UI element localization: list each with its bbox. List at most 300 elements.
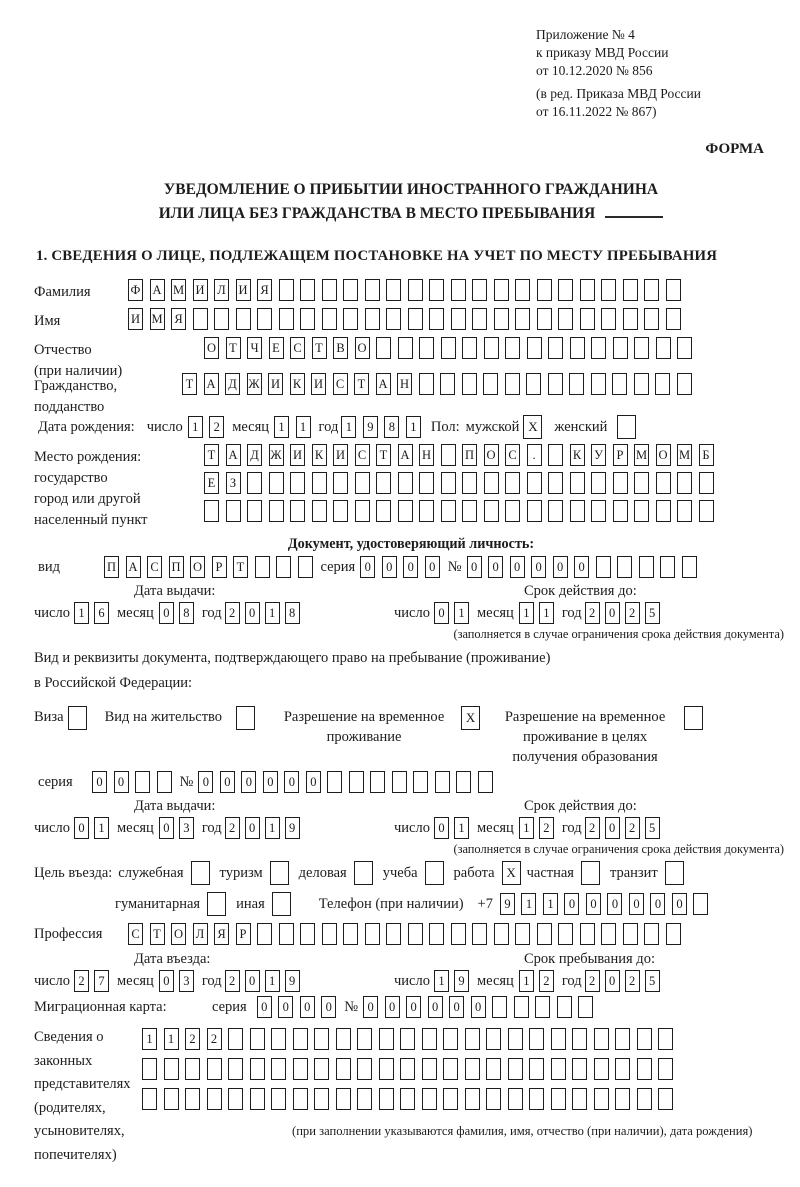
char-cell[interactable]: Т xyxy=(354,373,369,395)
char-cell[interactable] xyxy=(207,1058,222,1080)
char-cell[interactable]: 3 xyxy=(179,970,194,992)
char-cell[interactable]: 9 xyxy=(500,893,515,915)
char-cell[interactable]: 0 xyxy=(241,771,256,793)
char-cell[interactable] xyxy=(456,771,471,793)
char-cell[interactable] xyxy=(193,308,208,330)
char-cell[interactable]: 2 xyxy=(225,970,240,992)
char-cell[interactable] xyxy=(443,1088,458,1110)
char-cell[interactable] xyxy=(357,1088,372,1110)
char-cell[interactable] xyxy=(185,1088,200,1110)
char-cell[interactable] xyxy=(314,1058,329,1080)
char-cell[interactable]: И xyxy=(333,444,348,466)
char-cell[interactable]: 5 xyxy=(645,970,660,992)
char-cell[interactable]: 2 xyxy=(207,1028,222,1050)
char-cell[interactable] xyxy=(615,1058,630,1080)
char-cell[interactable]: С xyxy=(505,444,520,466)
char-cell[interactable] xyxy=(656,472,671,494)
char-cell[interactable] xyxy=(623,279,638,301)
char-cell[interactable] xyxy=(515,279,530,301)
char-cell[interactable] xyxy=(557,996,572,1018)
char-cell[interactable]: 5 xyxy=(645,817,660,839)
char-cell[interactable] xyxy=(591,500,606,522)
char-cell[interactable] xyxy=(429,308,444,330)
char-cell[interactable]: Л xyxy=(214,279,229,301)
char-cell[interactable] xyxy=(548,472,563,494)
char-cell[interactable]: 2 xyxy=(225,602,240,624)
char-cell[interactable] xyxy=(656,500,671,522)
char-cell[interactable] xyxy=(226,500,241,522)
char-cell[interactable] xyxy=(551,1028,566,1050)
char-cell[interactable] xyxy=(269,472,284,494)
char-cell[interactable] xyxy=(551,1088,566,1110)
char-cell[interactable]: 1 xyxy=(454,602,469,624)
char-cell[interactable] xyxy=(255,556,270,578)
char-cell[interactable] xyxy=(276,556,291,578)
char-cell[interactable] xyxy=(142,1088,157,1110)
char-cell[interactable] xyxy=(312,472,327,494)
char-cell[interactable]: Ч xyxy=(247,337,262,359)
char-cell[interactable]: Т xyxy=(204,444,219,466)
char-cell[interactable] xyxy=(398,500,413,522)
char-cell[interactable]: О xyxy=(171,923,186,945)
char-cell[interactable] xyxy=(677,373,692,395)
char-cell[interactable] xyxy=(580,923,595,945)
char-cell[interactable] xyxy=(578,996,593,1018)
char-cell[interactable] xyxy=(570,500,585,522)
char-cell[interactable] xyxy=(637,1028,652,1050)
char-cell[interactable]: 1 xyxy=(142,1028,157,1050)
char-cell[interactable] xyxy=(386,923,401,945)
char-cell[interactable]: 0 xyxy=(531,556,546,578)
char-cell[interactable] xyxy=(336,1028,351,1050)
char-cell[interactable] xyxy=(472,308,487,330)
char-cell[interactable]: Д xyxy=(247,444,262,466)
char-cell[interactable]: 2 xyxy=(185,1028,200,1050)
char-cell[interactable]: Д xyxy=(225,373,240,395)
char-cell[interactable]: 1 xyxy=(274,416,289,438)
purpose-transit-checkbox[interactable] xyxy=(665,861,684,885)
char-cell[interactable] xyxy=(279,279,294,301)
char-cell[interactable]: З xyxy=(226,472,241,494)
char-cell[interactable]: 1 xyxy=(296,416,311,438)
purpose-work-checkbox[interactable]: X xyxy=(502,861,521,885)
char-cell[interactable] xyxy=(135,771,150,793)
char-cell[interactable] xyxy=(207,1088,222,1110)
char-cell[interactable]: 0 xyxy=(449,996,464,1018)
char-cell[interactable]: К xyxy=(312,444,327,466)
char-cell[interactable] xyxy=(613,337,628,359)
char-cell[interactable] xyxy=(314,1028,329,1050)
char-cell[interactable] xyxy=(699,472,714,494)
char-cell[interactable] xyxy=(429,279,444,301)
char-cell[interactable]: Р xyxy=(236,923,251,945)
char-cell[interactable] xyxy=(537,279,552,301)
char-cell[interactable] xyxy=(572,1058,587,1080)
char-cell[interactable] xyxy=(484,337,499,359)
char-cell[interactable] xyxy=(164,1088,179,1110)
purpose-tourism-checkbox[interactable] xyxy=(270,861,289,885)
char-cell[interactable] xyxy=(682,556,697,578)
char-cell[interactable] xyxy=(355,500,370,522)
char-cell[interactable] xyxy=(343,308,358,330)
char-cell[interactable]: 1 xyxy=(539,602,554,624)
visa-checkbox[interactable] xyxy=(68,706,87,730)
char-cell[interactable]: 0 xyxy=(220,771,235,793)
char-cell[interactable]: М xyxy=(150,308,165,330)
char-cell[interactable]: П xyxy=(462,444,477,466)
char-cell[interactable] xyxy=(419,500,434,522)
char-cell[interactable]: 0 xyxy=(428,996,443,1018)
char-cell[interactable] xyxy=(472,279,487,301)
char-cell[interactable] xyxy=(370,771,385,793)
char-cell[interactable] xyxy=(250,1058,265,1080)
char-cell[interactable]: 0 xyxy=(488,556,503,578)
char-cell[interactable] xyxy=(398,337,413,359)
char-cell[interactable]: 8 xyxy=(384,416,399,438)
char-cell[interactable]: 1 xyxy=(265,602,280,624)
char-cell[interactable] xyxy=(185,1058,200,1080)
char-cell[interactable] xyxy=(336,1058,351,1080)
char-cell[interactable] xyxy=(572,1088,587,1110)
char-cell[interactable]: 2 xyxy=(585,970,600,992)
char-cell[interactable] xyxy=(656,337,671,359)
char-cell[interactable] xyxy=(228,1088,243,1110)
char-cell[interactable]: И xyxy=(128,308,143,330)
char-cell[interactable] xyxy=(537,923,552,945)
char-cell[interactable]: 0 xyxy=(586,893,601,915)
char-cell[interactable] xyxy=(142,1058,157,1080)
char-cell[interactable]: М xyxy=(634,444,649,466)
char-cell[interactable] xyxy=(570,337,585,359)
char-cell[interactable]: Б xyxy=(699,444,714,466)
char-cell[interactable]: Ж xyxy=(269,444,284,466)
char-cell[interactable]: Т xyxy=(226,337,241,359)
char-cell[interactable] xyxy=(300,923,315,945)
char-cell[interactable]: 0 xyxy=(607,893,622,915)
char-cell[interactable] xyxy=(298,556,313,578)
purpose-humanitarian-checkbox[interactable] xyxy=(207,892,226,916)
char-cell[interactable] xyxy=(634,337,649,359)
char-cell[interactable]: И xyxy=(268,373,283,395)
char-cell[interactable]: Е xyxy=(204,472,219,494)
char-cell[interactable] xyxy=(343,923,358,945)
char-cell[interactable] xyxy=(408,308,423,330)
char-cell[interactable] xyxy=(386,279,401,301)
char-cell[interactable] xyxy=(613,500,628,522)
char-cell[interactable] xyxy=(612,373,627,395)
char-cell[interactable] xyxy=(666,923,681,945)
char-cell[interactable] xyxy=(601,279,616,301)
char-cell[interactable] xyxy=(322,923,337,945)
char-cell[interactable]: 0 xyxy=(382,556,397,578)
char-cell[interactable] xyxy=(644,279,659,301)
char-cell[interactable]: 0 xyxy=(574,556,589,578)
char-cell[interactable] xyxy=(527,337,542,359)
char-cell[interactable]: 2 xyxy=(539,970,554,992)
char-cell[interactable] xyxy=(637,1058,652,1080)
char-cell[interactable]: 8 xyxy=(285,602,300,624)
char-cell[interactable]: А xyxy=(226,444,241,466)
char-cell[interactable]: 0 xyxy=(245,602,260,624)
char-cell[interactable] xyxy=(666,308,681,330)
char-cell[interactable] xyxy=(548,500,563,522)
char-cell[interactable] xyxy=(613,472,628,494)
char-cell[interactable]: А xyxy=(126,556,141,578)
char-cell[interactable]: 2 xyxy=(209,416,224,438)
char-cell[interactable]: 0 xyxy=(159,602,174,624)
purpose-official-checkbox[interactable] xyxy=(191,861,210,885)
char-cell[interactable]: 1 xyxy=(188,416,203,438)
char-cell[interactable]: 0 xyxy=(434,817,449,839)
char-cell[interactable] xyxy=(379,1088,394,1110)
char-cell[interactable] xyxy=(570,472,585,494)
char-cell[interactable] xyxy=(355,472,370,494)
char-cell[interactable]: С xyxy=(333,373,348,395)
char-cell[interactable] xyxy=(204,500,219,522)
char-cell[interactable] xyxy=(271,1028,286,1050)
char-cell[interactable] xyxy=(505,472,520,494)
char-cell[interactable]: О xyxy=(355,337,370,359)
char-cell[interactable]: . xyxy=(527,444,542,466)
char-cell[interactable]: 0 xyxy=(363,996,378,1018)
char-cell[interactable] xyxy=(247,472,262,494)
char-cell[interactable] xyxy=(677,500,692,522)
char-cell[interactable]: 1 xyxy=(519,602,534,624)
char-cell[interactable] xyxy=(572,1028,587,1050)
char-cell[interactable] xyxy=(527,472,542,494)
purpose-study-checkbox[interactable] xyxy=(425,861,444,885)
char-cell[interactable] xyxy=(357,1028,372,1050)
char-cell[interactable]: 0 xyxy=(245,970,260,992)
char-cell[interactable]: Т xyxy=(376,444,391,466)
char-cell[interactable] xyxy=(535,996,550,1018)
char-cell[interactable] xyxy=(435,771,450,793)
char-cell[interactable]: 3 xyxy=(179,817,194,839)
char-cell[interactable] xyxy=(465,1058,480,1080)
char-cell[interactable] xyxy=(484,500,499,522)
char-cell[interactable]: В xyxy=(333,337,348,359)
char-cell[interactable] xyxy=(441,444,456,466)
char-cell[interactable] xyxy=(615,1088,630,1110)
char-cell[interactable] xyxy=(655,373,670,395)
char-cell[interactable] xyxy=(279,923,294,945)
char-cell[interactable] xyxy=(472,923,487,945)
char-cell[interactable] xyxy=(615,1028,630,1050)
char-cell[interactable]: Н xyxy=(419,444,434,466)
char-cell[interactable]: А xyxy=(376,373,391,395)
char-cell[interactable] xyxy=(376,472,391,494)
char-cell[interactable]: А xyxy=(398,444,413,466)
char-cell[interactable] xyxy=(379,1058,394,1080)
char-cell[interactable] xyxy=(293,1028,308,1050)
char-cell[interactable] xyxy=(228,1028,243,1050)
char-cell[interactable]: К xyxy=(290,373,305,395)
char-cell[interactable] xyxy=(250,1028,265,1050)
char-cell[interactable]: 0 xyxy=(306,771,321,793)
purpose-private-checkbox[interactable] xyxy=(581,861,600,885)
char-cell[interactable] xyxy=(558,923,573,945)
char-cell[interactable] xyxy=(422,1058,437,1080)
char-cell[interactable] xyxy=(376,500,391,522)
char-cell[interactable]: 1 xyxy=(341,416,356,438)
char-cell[interactable] xyxy=(290,472,305,494)
char-cell[interactable] xyxy=(462,337,477,359)
char-cell[interactable]: С xyxy=(290,337,305,359)
char-cell[interactable]: 2 xyxy=(625,970,640,992)
char-cell[interactable] xyxy=(494,923,509,945)
char-cell[interactable]: И xyxy=(236,279,251,301)
char-cell[interactable] xyxy=(623,308,638,330)
char-cell[interactable]: 0 xyxy=(198,771,213,793)
char-cell[interactable] xyxy=(441,500,456,522)
char-cell[interactable]: С xyxy=(355,444,370,466)
char-cell[interactable]: 0 xyxy=(510,556,525,578)
char-cell[interactable]: 0 xyxy=(74,817,89,839)
char-cell[interactable]: Р xyxy=(613,444,628,466)
char-cell[interactable] xyxy=(508,1088,523,1110)
char-cell[interactable]: 1 xyxy=(543,893,558,915)
char-cell[interactable] xyxy=(508,1028,523,1050)
char-cell[interactable] xyxy=(419,337,434,359)
char-cell[interactable] xyxy=(429,923,444,945)
char-cell[interactable] xyxy=(658,1088,673,1110)
char-cell[interactable]: Р xyxy=(212,556,227,578)
char-cell[interactable] xyxy=(634,472,649,494)
char-cell[interactable]: 0 xyxy=(263,771,278,793)
temp-permit-checkbox[interactable]: X xyxy=(461,706,480,730)
char-cell[interactable] xyxy=(462,472,477,494)
char-cell[interactable] xyxy=(526,373,541,395)
char-cell[interactable] xyxy=(634,500,649,522)
char-cell[interactable]: М xyxy=(677,444,692,466)
char-cell[interactable] xyxy=(336,1088,351,1110)
char-cell[interactable] xyxy=(392,771,407,793)
purpose-other-checkbox[interactable] xyxy=(272,892,291,916)
char-cell[interactable] xyxy=(505,337,520,359)
char-cell[interactable] xyxy=(322,279,337,301)
char-cell[interactable]: 0 xyxy=(321,996,336,1018)
char-cell[interactable] xyxy=(290,500,305,522)
char-cell[interactable]: Т xyxy=(150,923,165,945)
char-cell[interactable] xyxy=(551,1058,566,1080)
char-cell[interactable] xyxy=(441,472,456,494)
char-cell[interactable] xyxy=(419,472,434,494)
char-cell[interactable]: П xyxy=(169,556,184,578)
char-cell[interactable]: 2 xyxy=(625,602,640,624)
char-cell[interactable]: 6 xyxy=(94,602,109,624)
char-cell[interactable] xyxy=(257,308,272,330)
char-cell[interactable]: 1 xyxy=(519,817,534,839)
char-cell[interactable]: 0 xyxy=(650,893,665,915)
char-cell[interactable] xyxy=(257,923,272,945)
char-cell[interactable]: 2 xyxy=(585,602,600,624)
char-cell[interactable] xyxy=(596,556,611,578)
char-cell[interactable] xyxy=(486,1058,501,1080)
char-cell[interactable]: 0 xyxy=(425,556,440,578)
char-cell[interactable] xyxy=(300,308,315,330)
char-cell[interactable] xyxy=(637,1088,652,1110)
char-cell[interactable]: 1 xyxy=(265,817,280,839)
char-cell[interactable] xyxy=(508,1058,523,1080)
char-cell[interactable]: М xyxy=(171,279,186,301)
char-cell[interactable] xyxy=(483,373,498,395)
char-cell[interactable] xyxy=(529,1088,544,1110)
char-cell[interactable]: Я xyxy=(214,923,229,945)
char-cell[interactable]: 0 xyxy=(629,893,644,915)
char-cell[interactable] xyxy=(300,279,315,301)
char-cell[interactable] xyxy=(376,337,391,359)
char-cell[interactable]: 0 xyxy=(245,817,260,839)
char-cell[interactable] xyxy=(644,308,659,330)
char-cell[interactable] xyxy=(591,472,606,494)
char-cell[interactable] xyxy=(677,337,692,359)
char-cell[interactable] xyxy=(484,472,499,494)
char-cell[interactable] xyxy=(594,1088,609,1110)
char-cell[interactable]: У xyxy=(591,444,606,466)
char-cell[interactable]: 1 xyxy=(406,416,421,438)
char-cell[interactable] xyxy=(271,1058,286,1080)
char-cell[interactable] xyxy=(639,556,654,578)
char-cell[interactable] xyxy=(548,444,563,466)
char-cell[interactable]: П xyxy=(104,556,119,578)
char-cell[interactable] xyxy=(594,1028,609,1050)
char-cell[interactable]: С xyxy=(128,923,143,945)
char-cell[interactable] xyxy=(365,308,380,330)
char-cell[interactable] xyxy=(250,1088,265,1110)
sex-female-checkbox[interactable] xyxy=(617,415,636,439)
purpose-business-checkbox[interactable] xyxy=(354,861,373,885)
char-cell[interactable]: 0 xyxy=(605,602,620,624)
char-cell[interactable]: 1 xyxy=(519,970,534,992)
edu-permit-checkbox[interactable] xyxy=(684,706,703,730)
char-cell[interactable] xyxy=(400,1088,415,1110)
char-cell[interactable]: 2 xyxy=(625,817,640,839)
char-cell[interactable]: С xyxy=(147,556,162,578)
char-cell[interactable] xyxy=(269,500,284,522)
char-cell[interactable] xyxy=(644,923,659,945)
char-cell[interactable]: 0 xyxy=(467,556,482,578)
char-cell[interactable] xyxy=(312,500,327,522)
char-cell[interactable]: Ж xyxy=(247,373,262,395)
char-cell[interactable] xyxy=(580,279,595,301)
char-cell[interactable] xyxy=(580,308,595,330)
char-cell[interactable] xyxy=(214,308,229,330)
char-cell[interactable] xyxy=(422,1028,437,1050)
char-cell[interactable] xyxy=(400,1058,415,1080)
char-cell[interactable]: 2 xyxy=(585,817,600,839)
char-cell[interactable]: 0 xyxy=(403,556,418,578)
char-cell[interactable] xyxy=(357,1058,372,1080)
char-cell[interactable] xyxy=(634,373,649,395)
char-cell[interactable]: 0 xyxy=(114,771,129,793)
char-cell[interactable] xyxy=(365,923,380,945)
char-cell[interactable] xyxy=(515,923,530,945)
char-cell[interactable] xyxy=(443,1028,458,1050)
char-cell[interactable]: К xyxy=(570,444,585,466)
char-cell[interactable] xyxy=(699,500,714,522)
char-cell[interactable]: 0 xyxy=(300,996,315,1018)
char-cell[interactable] xyxy=(413,771,428,793)
char-cell[interactable]: 0 xyxy=(360,556,375,578)
char-cell[interactable]: 0 xyxy=(159,970,174,992)
char-cell[interactable]: 0 xyxy=(385,996,400,1018)
char-cell[interactable] xyxy=(327,771,342,793)
char-cell[interactable] xyxy=(677,472,692,494)
char-cell[interactable]: 9 xyxy=(285,970,300,992)
char-cell[interactable] xyxy=(236,308,251,330)
char-cell[interactable] xyxy=(422,1088,437,1110)
char-cell[interactable]: 9 xyxy=(285,817,300,839)
